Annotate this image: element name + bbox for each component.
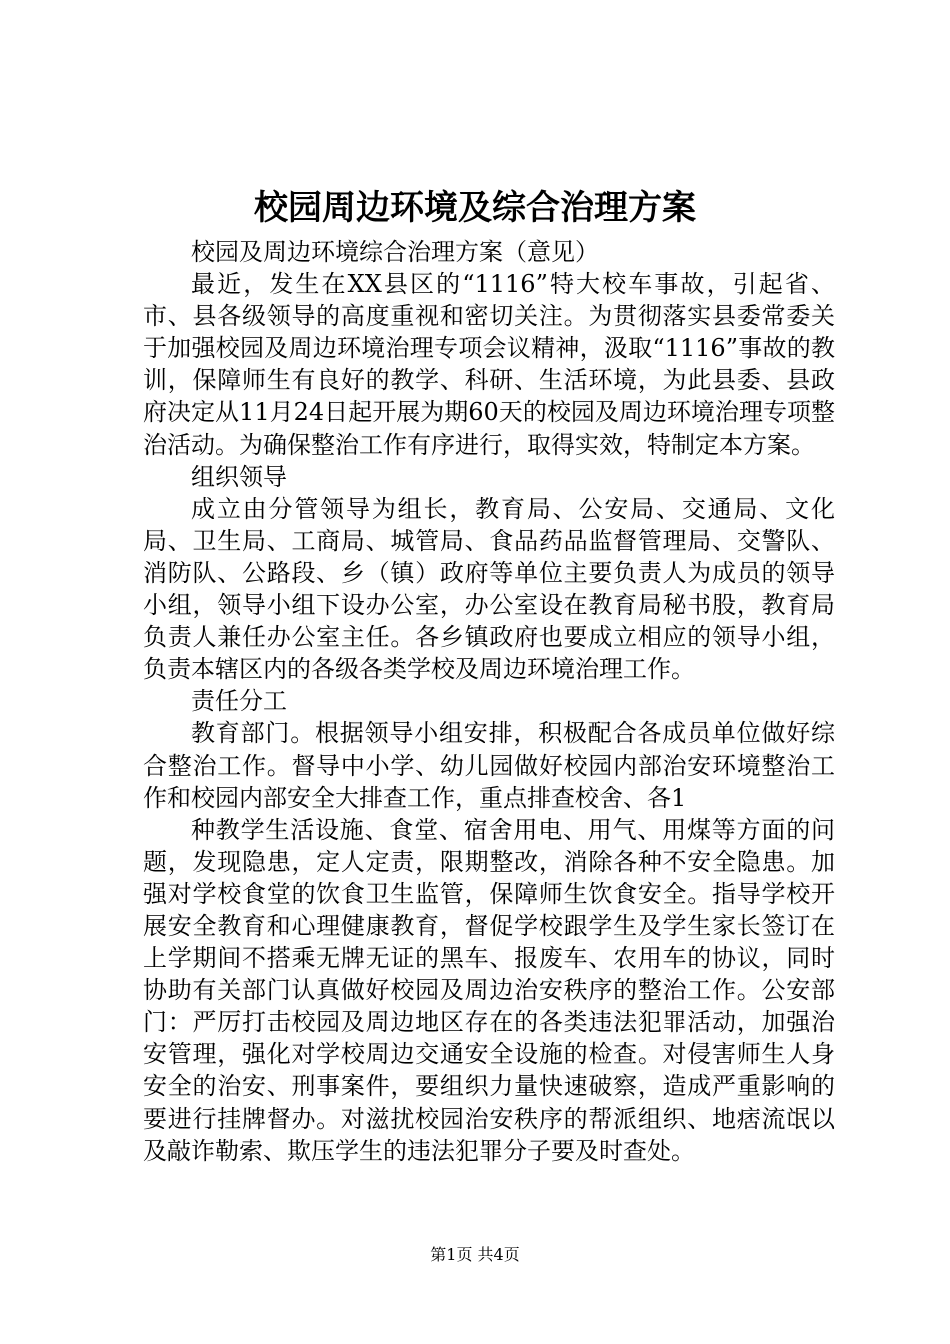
- paragraph-continuation: 种教学生活设施、食堂、宿舍用电、用气、用煤等方面的问题，发现隐患，定人定责，限期整改，消除各种不安全隐患。加强对学校食堂的饮食卫生监管，保障师生饮食安全。指导学校开展安全教育和心理健康教育，督促学校跟学生及学生家长签订在上学期间不搭乘无牌无证的黑车、报废车、农用车的协议，同时协助有关部门认真做好校园及周边治安秩序的整治工作。公安部门：严厉打击校园及周边地区存在的各类违法犯罪活动，加强治安管理，强化对学校周边交通安全设施的检查。对侵害师生人身安全的治安、刑事案件，要组织力量快速破察，造成严重影响的要进行挂牌督办。对滋扰校园治安秩序的帮派组织、地痞流氓以及敲诈勒索、欺压学生的违法犯罪分子要及时查处。: [143, 815, 835, 1165]
- paragraph-subtitle: 校园及周边环境综合治理方案（意见）: [191, 238, 599, 266]
- paragraph-education-dept: 教育部门。根据领导小组安排，积极配合各成员单位做好综合整治工作。督导中小学、幼儿园做好校园内部治安环境整治工作和校园内部安全大排查工作，重点排查校舍、各1: [143, 719, 835, 812]
- section-heading-organization: 组织领导: [191, 462, 287, 491]
- document-body: [143, 236, 835, 1167]
- section-heading-responsibilities: 责任分工: [191, 687, 287, 716]
- paragraph-organization: 成立由分管领导为组长，教育局、公安局、交通局、文化局、卫生局、工商局、城管局、食品药品监督管理局、交警队、消防队、公路段、乡（镇）政府等单位主要负责人为成员的领导小组，领导小组下设办公室，办公室设在教育局秘书股，教育局负责人兼任办公室主任。各乡镇政府也要成立相应的领导小组，负责本辖区内的各级各类学校及周边环境治理工作。: [143, 494, 835, 684]
- page-indicator: 第1页 共4页: [430, 1245, 520, 1264]
- paragraph-background: 最近，发生在XX县区的“1116”特大校车事故，引起省、市、县各级领导的高度重视和密切关注。为贯彻落实县委常委关于加强校园及周边环境治理专项会议精神，汲取“1116”事故的教训，保障师生有良好的教学、科研、生活环境，为此县委、县政府决定从11月24日起开展为期60天的校园及周边环境治理专项整治活动。为确保整治工作有序进行，取得实效，特制定本方案。: [143, 270, 835, 459]
- document-title: 校园周边环境及综合治理方案: [254, 188, 696, 228]
